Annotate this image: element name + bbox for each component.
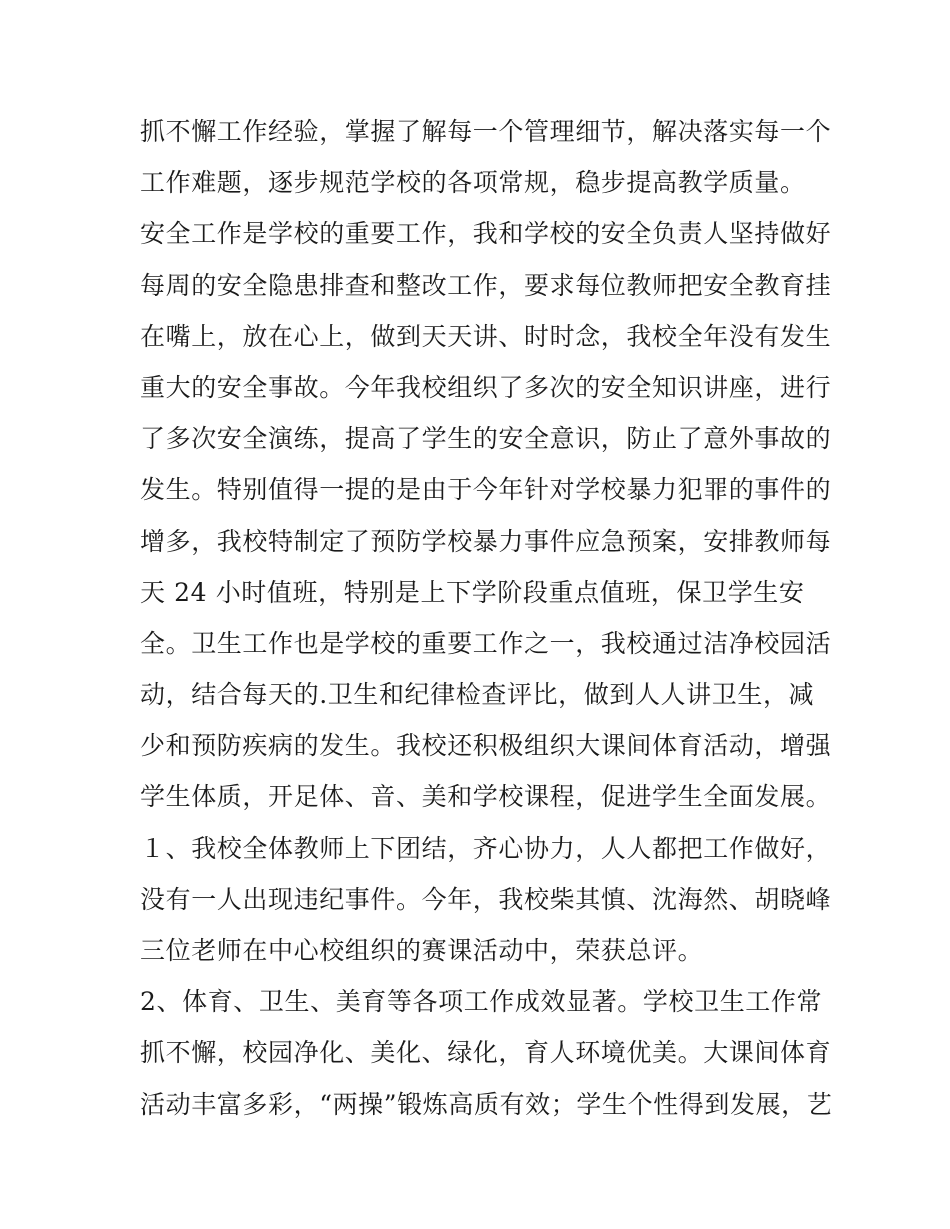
text-line-12: 动，结合每天的.卫生和纪律检查评比，做到人人讲卫生，减 [140, 680, 815, 710]
text-line-7: 了多次安全演练，提高了学生的安全意识，防止了意外事故的 [140, 424, 832, 454]
text-line-20: 活动丰富多彩，“两操”锻炼高质有效；学生个性得到发展，艺 [140, 1089, 833, 1119]
text-line-14: 学生体质，开足体、音、美和学校课程，促进学生全面发展。 [140, 782, 832, 812]
text-line-16: 没有一人出现违纪事件。今年，我校柴其慎、沈海然、胡晓峰 [140, 884, 832, 914]
text-line-19: 抓不懈，校园净化、美化、绿化，育人环境优美。大课间体育 [140, 1038, 832, 1068]
text-line-17: 三位老师在中心校组织的赛课活动中，荣获总评。 [140, 936, 704, 965]
body-text [140, 106, 833, 1130]
text-line-15: １、我校全体教师上下团结，齐心协力，人人都把工作做好， [140, 833, 832, 863]
text-line-5: 在嘴上，放在心上，做到天天讲、时时念，我校全年没有发生 [140, 321, 832, 351]
text-line-3: 安全工作是学校的重要工作，我和学校的安全负责人坚持做好 [140, 219, 832, 249]
text-line-8: 发生。特别值得一提的是由于今年针对学校暴力犯罪的事件的 [140, 475, 832, 505]
text-line-2: 工作难题，逐步规范学校的各项常规，稳步提高教学质量。 [140, 168, 806, 198]
text-line-11: 全。卫生工作也是学校的重要工作之一，我校通过洁净校园活 [140, 628, 832, 658]
text-line-18: 2、体育、卫生、美育等各项工作成效显著。学校卫生工作常 [140, 987, 823, 1017]
text-line-6: 重大的安全事故。今年我校组织了多次的安全知识讲座，进行 [140, 372, 832, 402]
text-line-4: 每周的安全隐患排查和整改工作，要求每位教师把安全教育挂 [140, 270, 832, 300]
text-line-10: 天 24 小时值班，特别是上下学阶段重点值班，保卫学生安 [140, 577, 805, 607]
text-line-13: 少和预防疾病的发生。我校还积极组织大课间体育活动，增强 [140, 731, 832, 761]
text-line-1: 抓不懈工作经验，掌握了解每一个管理细节，解决落实每一个 [140, 117, 832, 146]
text-line-9: 增多，我校特制定了预防学校暴力事件应急预案，安排教师每 [140, 526, 832, 556]
